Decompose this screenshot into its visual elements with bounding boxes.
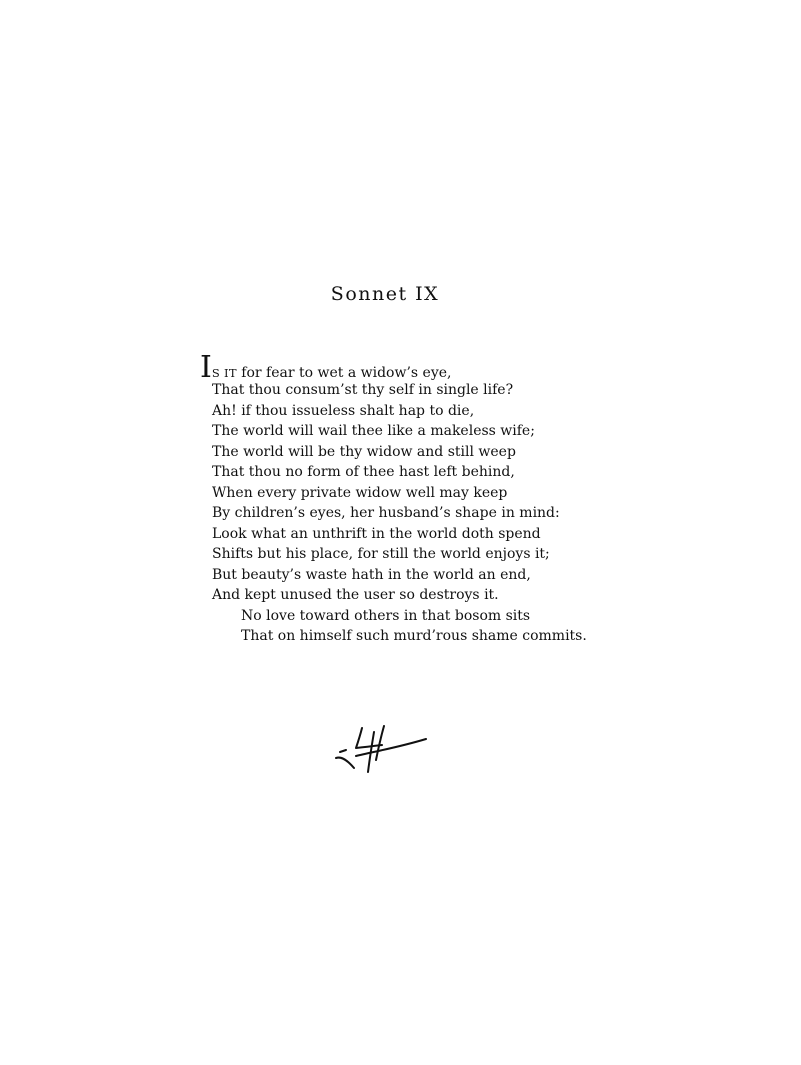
poem-line: That thou no form of thee hast left behind,: [212, 464, 515, 480]
poem-body: [200, 350, 760, 647]
drop-cap: I: [200, 350, 212, 385]
poem-line: Look what an unthrift in the world doth spend: [212, 525, 541, 542]
poem-line: Shifts but his place, for still the world enjoys it;: [212, 546, 550, 562]
poem-line: But beauty’s waste hath in the world an end,: [212, 566, 531, 583]
handwritten-signature-icon: [330, 712, 440, 782]
small-caps-opening: S IT: [211, 366, 237, 380]
poem-line: Ah! if thou issueless shalt hap to die,: [212, 402, 475, 419]
poem-line: The world will be thy widow and still weep: [212, 443, 516, 460]
poem-first-line: [200, 350, 760, 385]
poem-line: And kept unused the user so destroys it.: [212, 587, 499, 603]
poem-line: The world will wail thee like a makeless wife;: [212, 423, 535, 439]
poem-line: When every private widow well may keep: [212, 484, 508, 501]
couplet-line: That on himself such murd’rous shame commits.: [241, 628, 587, 644]
first-line-text: for fear to wet a widow’s eye,: [236, 365, 452, 381]
poem-line: That thou consum’st thy self in single life?: [212, 382, 514, 398]
page-title: Sonnet IX: [330, 283, 440, 305]
poem-line: By children’s eyes, her husband’s shape in mind:: [212, 505, 560, 521]
couplet-line: No love toward others in that bosom sits: [241, 607, 531, 624]
